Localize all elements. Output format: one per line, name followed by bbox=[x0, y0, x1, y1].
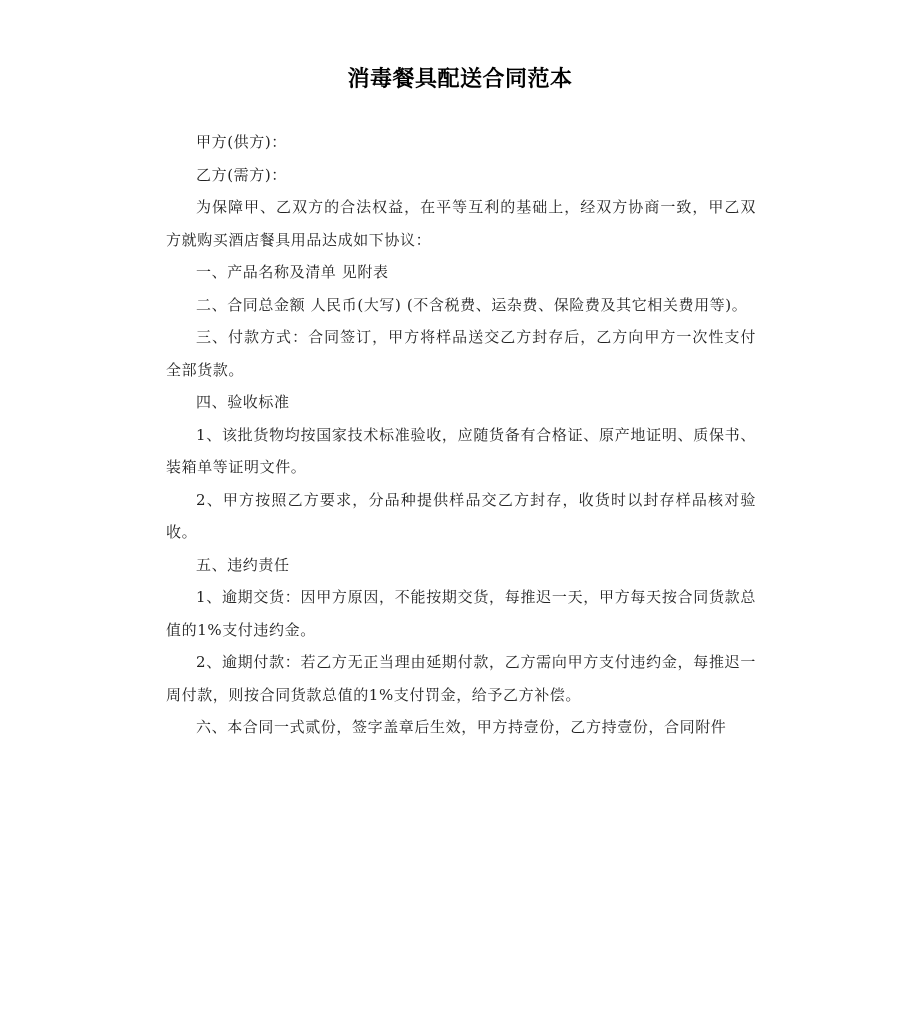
party-b-line: 乙方(需方)： bbox=[196, 165, 287, 184]
clause-3-payment-method: 三、付款方式：合同签订，甲方将样品送交乙方封存后，乙方向甲方一次性支付全部货款。 bbox=[166, 328, 756, 379]
clause-5-heading: 五、违约责任 bbox=[196, 555, 290, 574]
clause-1-product-list: 一、产品名称及清单 见附表 bbox=[196, 263, 389, 281]
clause-4-item-2: 2、甲方按照乙方要求，分品种提供样品交乙方封存，收货时以封存样品核对验收。 bbox=[166, 490, 756, 541]
clause-5-item-1: 1、逾期交货：因甲方原因，不能按期交货，每推迟一天，甲方每天按合同货款总值的1%支付违约金。 bbox=[166, 588, 756, 639]
clause-4-heading: 四、验收标准 bbox=[196, 393, 290, 411]
clause-5-item-2: 2、逾期付款：若乙方无正当理由延期付款，乙方需向甲方支付违约金，每推迟一周付款，则按合同货款总值的1%支付罚金，给予乙方补偿。 bbox=[166, 653, 756, 704]
preamble-paragraph: 为保障甲、乙双方的合法权益，在平等互利的基础上，经双方协商一致，甲乙双方就购买酒店餐具用品达成如下协议： bbox=[166, 198, 756, 249]
clause-6-paragraph: 六、本合同一式贰份，签字盖章后生效，甲方持壹份，乙方持壹份，合同附件 bbox=[196, 718, 727, 736]
document-body bbox=[166, 126, 756, 744]
clause-4-item-1: 1、该批货物均按国家技术标准验收，应随货备有合格证、原产地证明、质保书、装箱单等证明文件。 bbox=[166, 425, 756, 476]
document-title: 消毒餐具配送合同范本 bbox=[347, 67, 573, 92]
clause-2-total-amount: 二、合同总金额 人民币(大写) (不含税费、运杂费、保险费及其它相关费用等)。 bbox=[196, 295, 748, 314]
party-a-line: 甲方(供方)： bbox=[196, 133, 287, 151]
